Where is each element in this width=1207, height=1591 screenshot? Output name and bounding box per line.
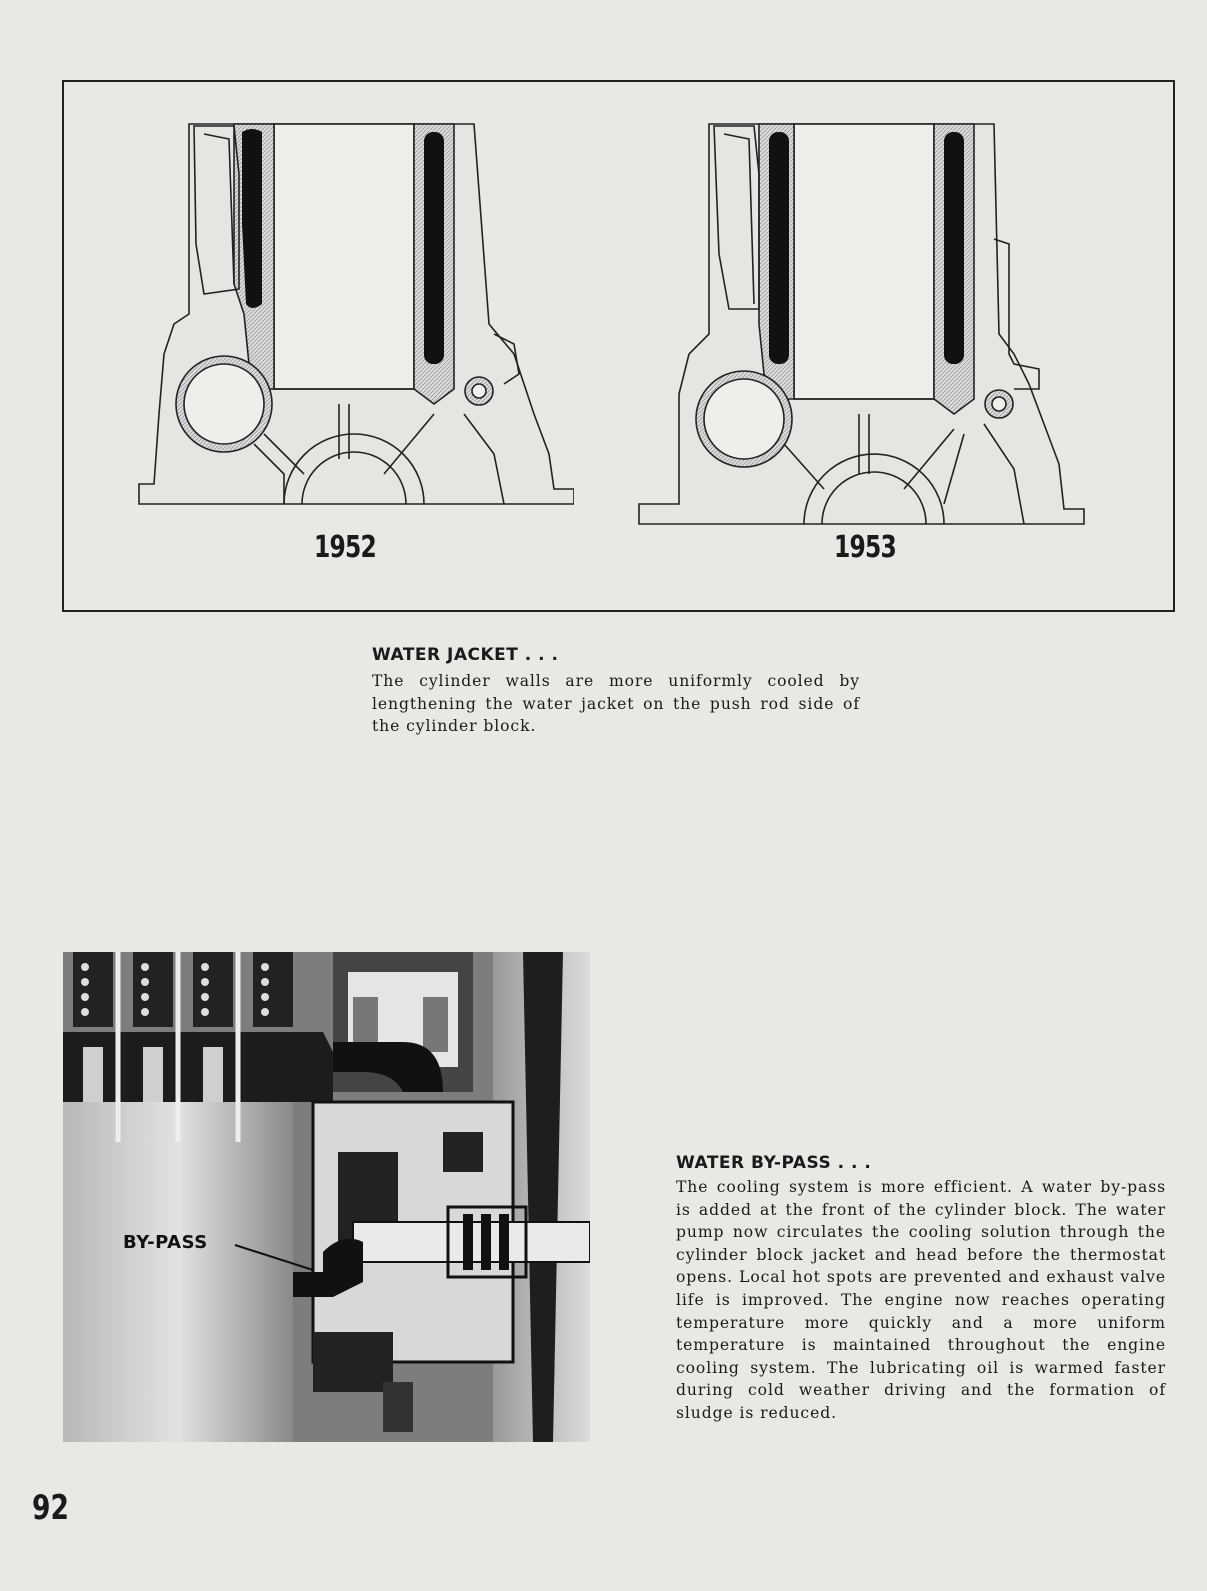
cylinder-block-1953-diagram bbox=[634, 114, 1094, 544]
by-pass-callout-label: BY-PASS bbox=[123, 1232, 208, 1253]
water-pump-bypass-photo bbox=[63, 952, 590, 1442]
year-1952-label: 1952 bbox=[314, 530, 377, 565]
page-number: 92 bbox=[32, 1488, 69, 1528]
water-jacket-heading: WATER JACKET . . . bbox=[372, 645, 559, 665]
water-pump-cutaway-illustration bbox=[63, 952, 590, 1442]
cylinder-block-1952-diagram bbox=[134, 114, 574, 544]
water-jacket-left-1953 bbox=[769, 132, 789, 364]
water-jacket-right-1952 bbox=[424, 132, 444, 364]
water-jacket-description: The cylinder walls are more uniformly cooled by lengthening the water jacket on the push rod side of the cylinder block. bbox=[372, 672, 860, 736]
water-jacket-right-1953 bbox=[944, 132, 964, 364]
water-bypass-description: The cooling system is more efficient. A water by-pass is added at the front of the cylinder block. The water pump now circulates the cooling solution through the cylinder block jacket and head before the thermostat opens. Local hot spots are prevented and exhaust valve life is improved. The engine now reaches operating temperature more quickly and a more uniform temperature is maintained throughout the engine cooling system. The lubricating oil is warmed faster during cold weather driving and the formation of sludge is reduced. bbox=[676, 1178, 1166, 1422]
water-jacket-left-1952 bbox=[242, 129, 262, 308]
water-bypass-heading: WATER BY-PASS . . . bbox=[676, 1153, 872, 1173]
year-1953-label: 1953 bbox=[834, 530, 897, 565]
cylinder-block-comparison-figure bbox=[62, 80, 1175, 612]
